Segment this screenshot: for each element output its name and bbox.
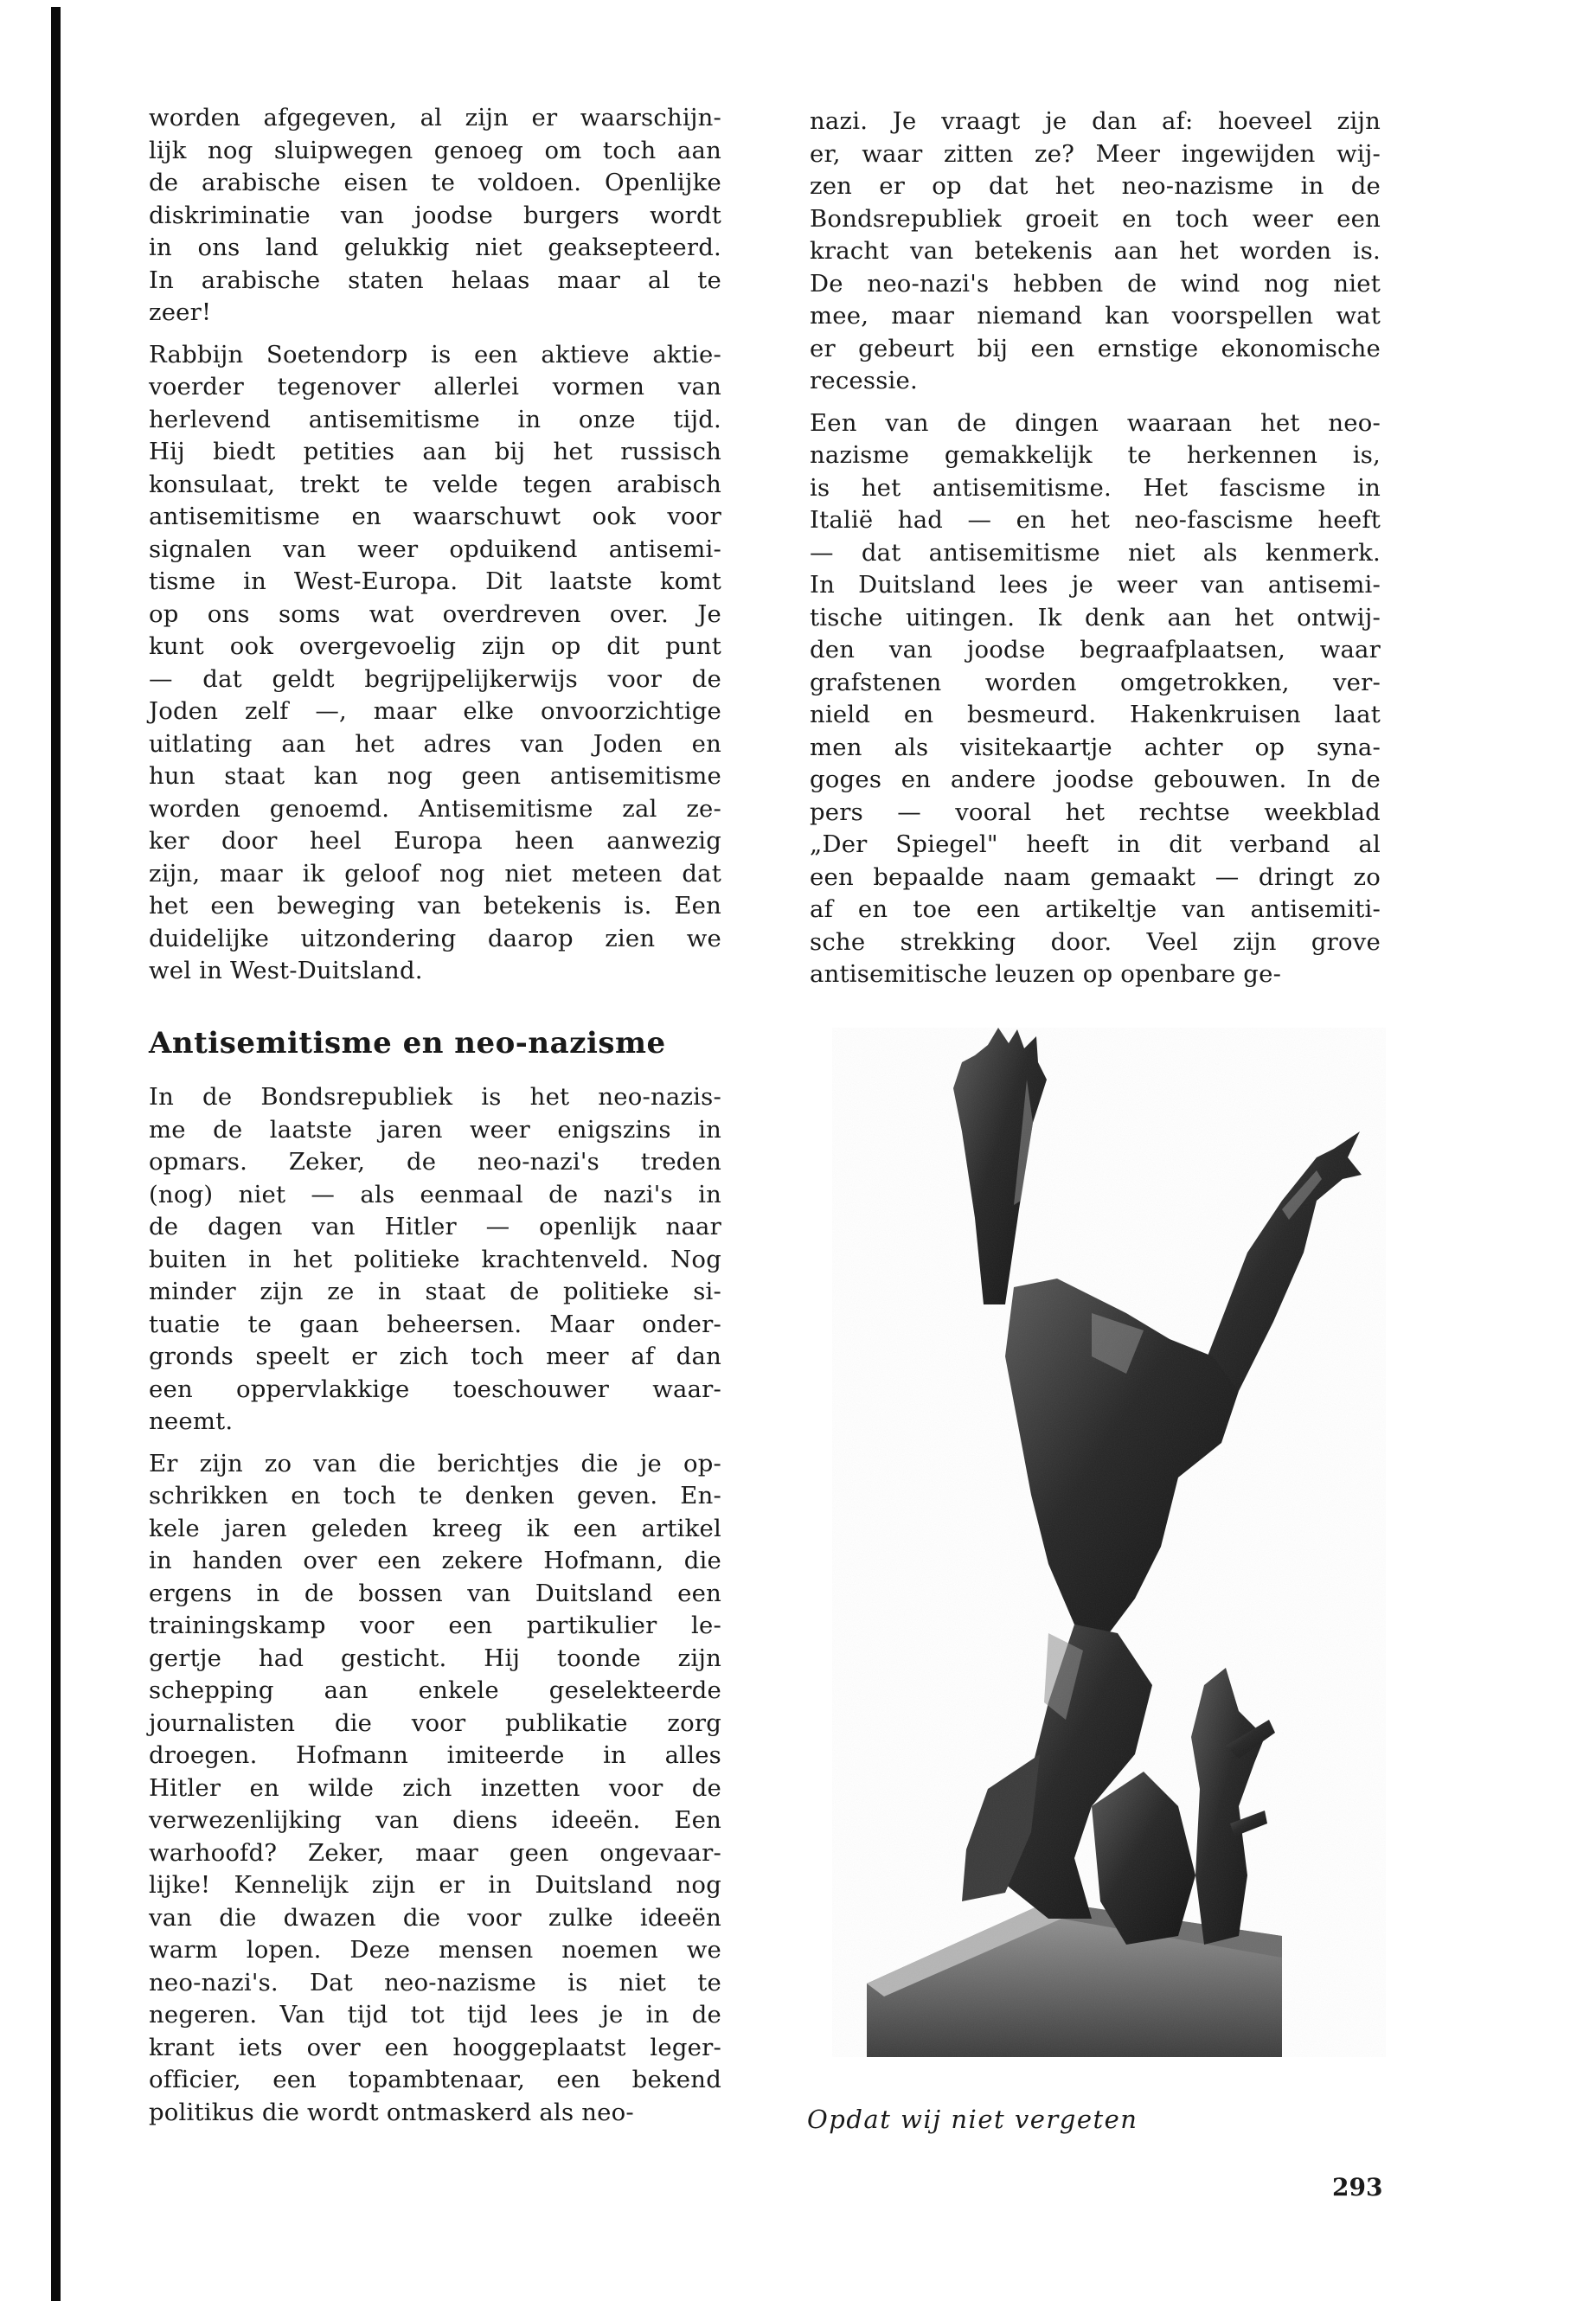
text-line: verwezenlijking van diens ideeën. Een <box>149 1806 721 1834</box>
text-line: De neo-nazi's hebben de wind nog niet <box>810 269 1381 298</box>
text-line: officier, een topambtenaar, een bekend <box>149 2066 721 2093</box>
page-number: 293 <box>1332 2173 1383 2202</box>
text-line: Bondsrepubliek groeit en toch weer een <box>810 204 1381 233</box>
text-line: sche strekking door. Veel zijn grove <box>810 927 1381 956</box>
scan-edge <box>51 7 61 2301</box>
text-line: het een beweging van betekenis is. Een <box>149 892 721 920</box>
text-line: kracht van betekenis aan het worden is. <box>810 237 1381 265</box>
text-line: hun staat kan nog geen antisemitisme <box>149 762 721 790</box>
text-line: schepping aan enkele geselekteerde <box>149 1676 721 1704</box>
text-line: (nog) niet — als eenmaal de nazi's in <box>149 1180 721 1208</box>
text-line: op ons soms wat overdreven over. Je <box>149 599 721 628</box>
text-line: tisme in West-Europa. Dit laatste komt <box>149 567 721 595</box>
text-line: Hitler en wilde zich inzetten voor de <box>149 1773 721 1802</box>
sculpture-photo <box>832 1028 1386 2057</box>
paragraph <box>149 102 721 330</box>
text-line: — dat geldt begrijpelijkerwijs voor de <box>149 664 721 693</box>
text-line: kele jaren geleden kreeg ik een artikel <box>149 1514 721 1542</box>
paragraph <box>810 407 1381 991</box>
text-line: nield en besmeurd. Hakenkruisen laat <box>810 701 1381 728</box>
text-line: goges en andere joodse gebouwen. In de <box>810 766 1381 793</box>
text-line: nazisme gemakkelijk te herkennen is, <box>810 441 1381 469</box>
text-line: krant iets over een hooggeplaatst leger- <box>149 2033 721 2061</box>
text-line: Rabbijn Soetendorp is een aktieve aktie- <box>149 340 721 369</box>
text-line: antisemitisme en waarschuwt ook voor <box>149 503 721 530</box>
text-line: signalen van weer opduikend antisemi- <box>149 535 721 563</box>
text-line: af en toe een artikeltje van antisemiti- <box>810 895 1381 923</box>
text-line: in handen over een zekere Hofmann, die <box>149 1547 721 1574</box>
text-line: trainingskamp voor een partikulier le- <box>149 1612 721 1639</box>
text-line: Hij biedt petities aan bij het russisch <box>149 438 721 465</box>
text-line: negeren. Van tijd tot tijd lees je in de <box>149 2001 721 2029</box>
text-line: me de laatste jaren weer enigszins in <box>149 1115 721 1144</box>
text-line: ker door heel Europa heen aanwezig <box>149 827 721 855</box>
text-line: van die dwazen die voor zulke ideeën <box>149 1903 721 1932</box>
text-line: ergens in de bossen van Duitsland een <box>149 1579 721 1607</box>
text-line: In arabische staten helaas maar al te <box>149 266 721 294</box>
text-line: tuatie te gaan beheersen. Maar onder- <box>149 1310 721 1338</box>
text-line: opmars. Zeker, de neo-nazi's treden <box>149 1148 721 1176</box>
text-line: zeer! <box>149 298 212 326</box>
text-line: wel in West-Duitsland. <box>149 957 423 984</box>
text-line: droegen. Hofmann imiteerde in alles <box>149 1741 721 1769</box>
text-line: „Der Spiegel" heeft in dit verband al <box>810 830 1381 858</box>
text-line: buiten in het politieke krachtenveld. Nog <box>149 1245 721 1273</box>
text-line: grafstenen worden omgetrokken, ver- <box>810 668 1381 696</box>
text-line: Een van de dingen waaraan het neo- <box>810 408 1381 437</box>
text-line: In de Bondsrepubliek is het neo-nazis- <box>149 1083 721 1111</box>
text-line: den van joodse begraafplaatsen, waar <box>810 636 1381 663</box>
text-line: recessie. <box>810 367 918 394</box>
paragraph <box>149 339 721 988</box>
text-line: Er zijn zo van die berichtjes die je op- <box>149 1449 721 1477</box>
text-line: warhoofd? Zeker, maar geen ongevaar- <box>149 1838 721 1867</box>
paragraph <box>149 1081 721 1439</box>
text-line: lijke! Kennelijk zijn er in Duitsland nog <box>149 1871 721 1899</box>
text-line: antisemitische leuzen op openbare ge- <box>810 960 1282 988</box>
text-line: zijn, maar ik geloof nog niet meteen dat <box>149 859 721 888</box>
text-line: lijk nog sluipwegen genoeg om toch aan <box>149 136 721 164</box>
text-line: in ons land gelukkig niet geaksepteerd. <box>149 234 721 261</box>
text-line: warm lopen. Deze mensen noemen we <box>149 1936 721 1964</box>
text-line: diskriminatie van joodse burgers wordt <box>149 201 721 229</box>
text-line: mee, maar niemand kan voorspellen wat <box>810 302 1381 330</box>
text-line: men als visitekaartje achter op syna- <box>810 733 1381 761</box>
left-column-top <box>149 102 721 988</box>
text-line: worden afgegeven, al zijn er waarschijn- <box>149 104 721 131</box>
text-line: is het antisemitisme. Het fascisme in <box>810 473 1381 502</box>
text-line: kunt ook overgevoelig zijn op dit punt <box>149 632 721 660</box>
right-column <box>810 106 1381 991</box>
text-line: een bepaalde naam gemaakt — dringt zo <box>810 862 1381 891</box>
text-line: een oppervlakkige toeschouwer waar- <box>149 1375 721 1403</box>
text-line: gronds speelt er zich toch meer af dan <box>149 1343 721 1370</box>
text-line: duidelijke uitzondering daarop zien we <box>149 924 721 952</box>
section-heading: Antisemitisme en neo-nazisme <box>149 1026 666 1061</box>
text-line: zen er op dat het neo-nazisme in de <box>810 172 1381 200</box>
text-line: journalisten die voor publikatie zorg <box>149 1708 721 1737</box>
text-line: de arabische eisen te voldoen. Openlijke <box>149 169 721 196</box>
left-column-bottom <box>149 1081 721 2129</box>
text-line: neo-nazi's. Dat neo-nazisme is niet te <box>149 1968 721 1997</box>
photo-caption: Opdat wij niet vergeten <box>807 2105 1138 2134</box>
text-line: gertje had gesticht. Hij toonde zijn <box>149 1644 721 1672</box>
text-line: neemt. <box>149 1407 234 1435</box>
text-line: er, waar zitten ze? Meer ingewijden wij- <box>810 139 1381 168</box>
text-line: er gebeurt bij een ernstige ekonomische <box>810 334 1381 362</box>
text-line: politikus die wordt ontmaskerd als neo- <box>149 2098 634 2126</box>
text-line: tische uitingen. Ik denk aan het ontwij- <box>810 603 1381 631</box>
text-line: pers — vooral het rechtse weekblad <box>810 798 1381 826</box>
text-line: schrikken en toch te denken geven. En- <box>149 1482 721 1509</box>
text-line: nazi. Je vraagt je dan af: hoeveel zijn <box>810 107 1381 135</box>
text-line: de dagen van Hitler — openlijk naar <box>149 1213 721 1240</box>
text-line: — dat antisemitisme niet als kenmerk. <box>810 538 1381 567</box>
paragraph <box>810 106 1381 398</box>
text-line: herlevend antisemitisme in onze tijd. <box>149 405 721 433</box>
text-line: Joden zelf —, maar elke onvoorzichtige <box>149 697 721 725</box>
text-line: minder zijn ze in staat de politieke si- <box>149 1278 721 1305</box>
text-line: Italië had — en het neo-fascisme heeft <box>810 506 1381 534</box>
text-line: konsulaat, trekt te velde tegen arabisch <box>149 470 721 498</box>
text-line: uitlating aan het adres van Joden en <box>149 729 721 758</box>
text-line: worden genoemd. Antisemitisme zal ze- <box>149 794 721 823</box>
text-line: In Duitsland lees je weer van antisemi- <box>810 571 1381 599</box>
text-line: voerder tegenover allerlei vormen van <box>149 373 721 401</box>
paragraph <box>149 1448 721 2130</box>
